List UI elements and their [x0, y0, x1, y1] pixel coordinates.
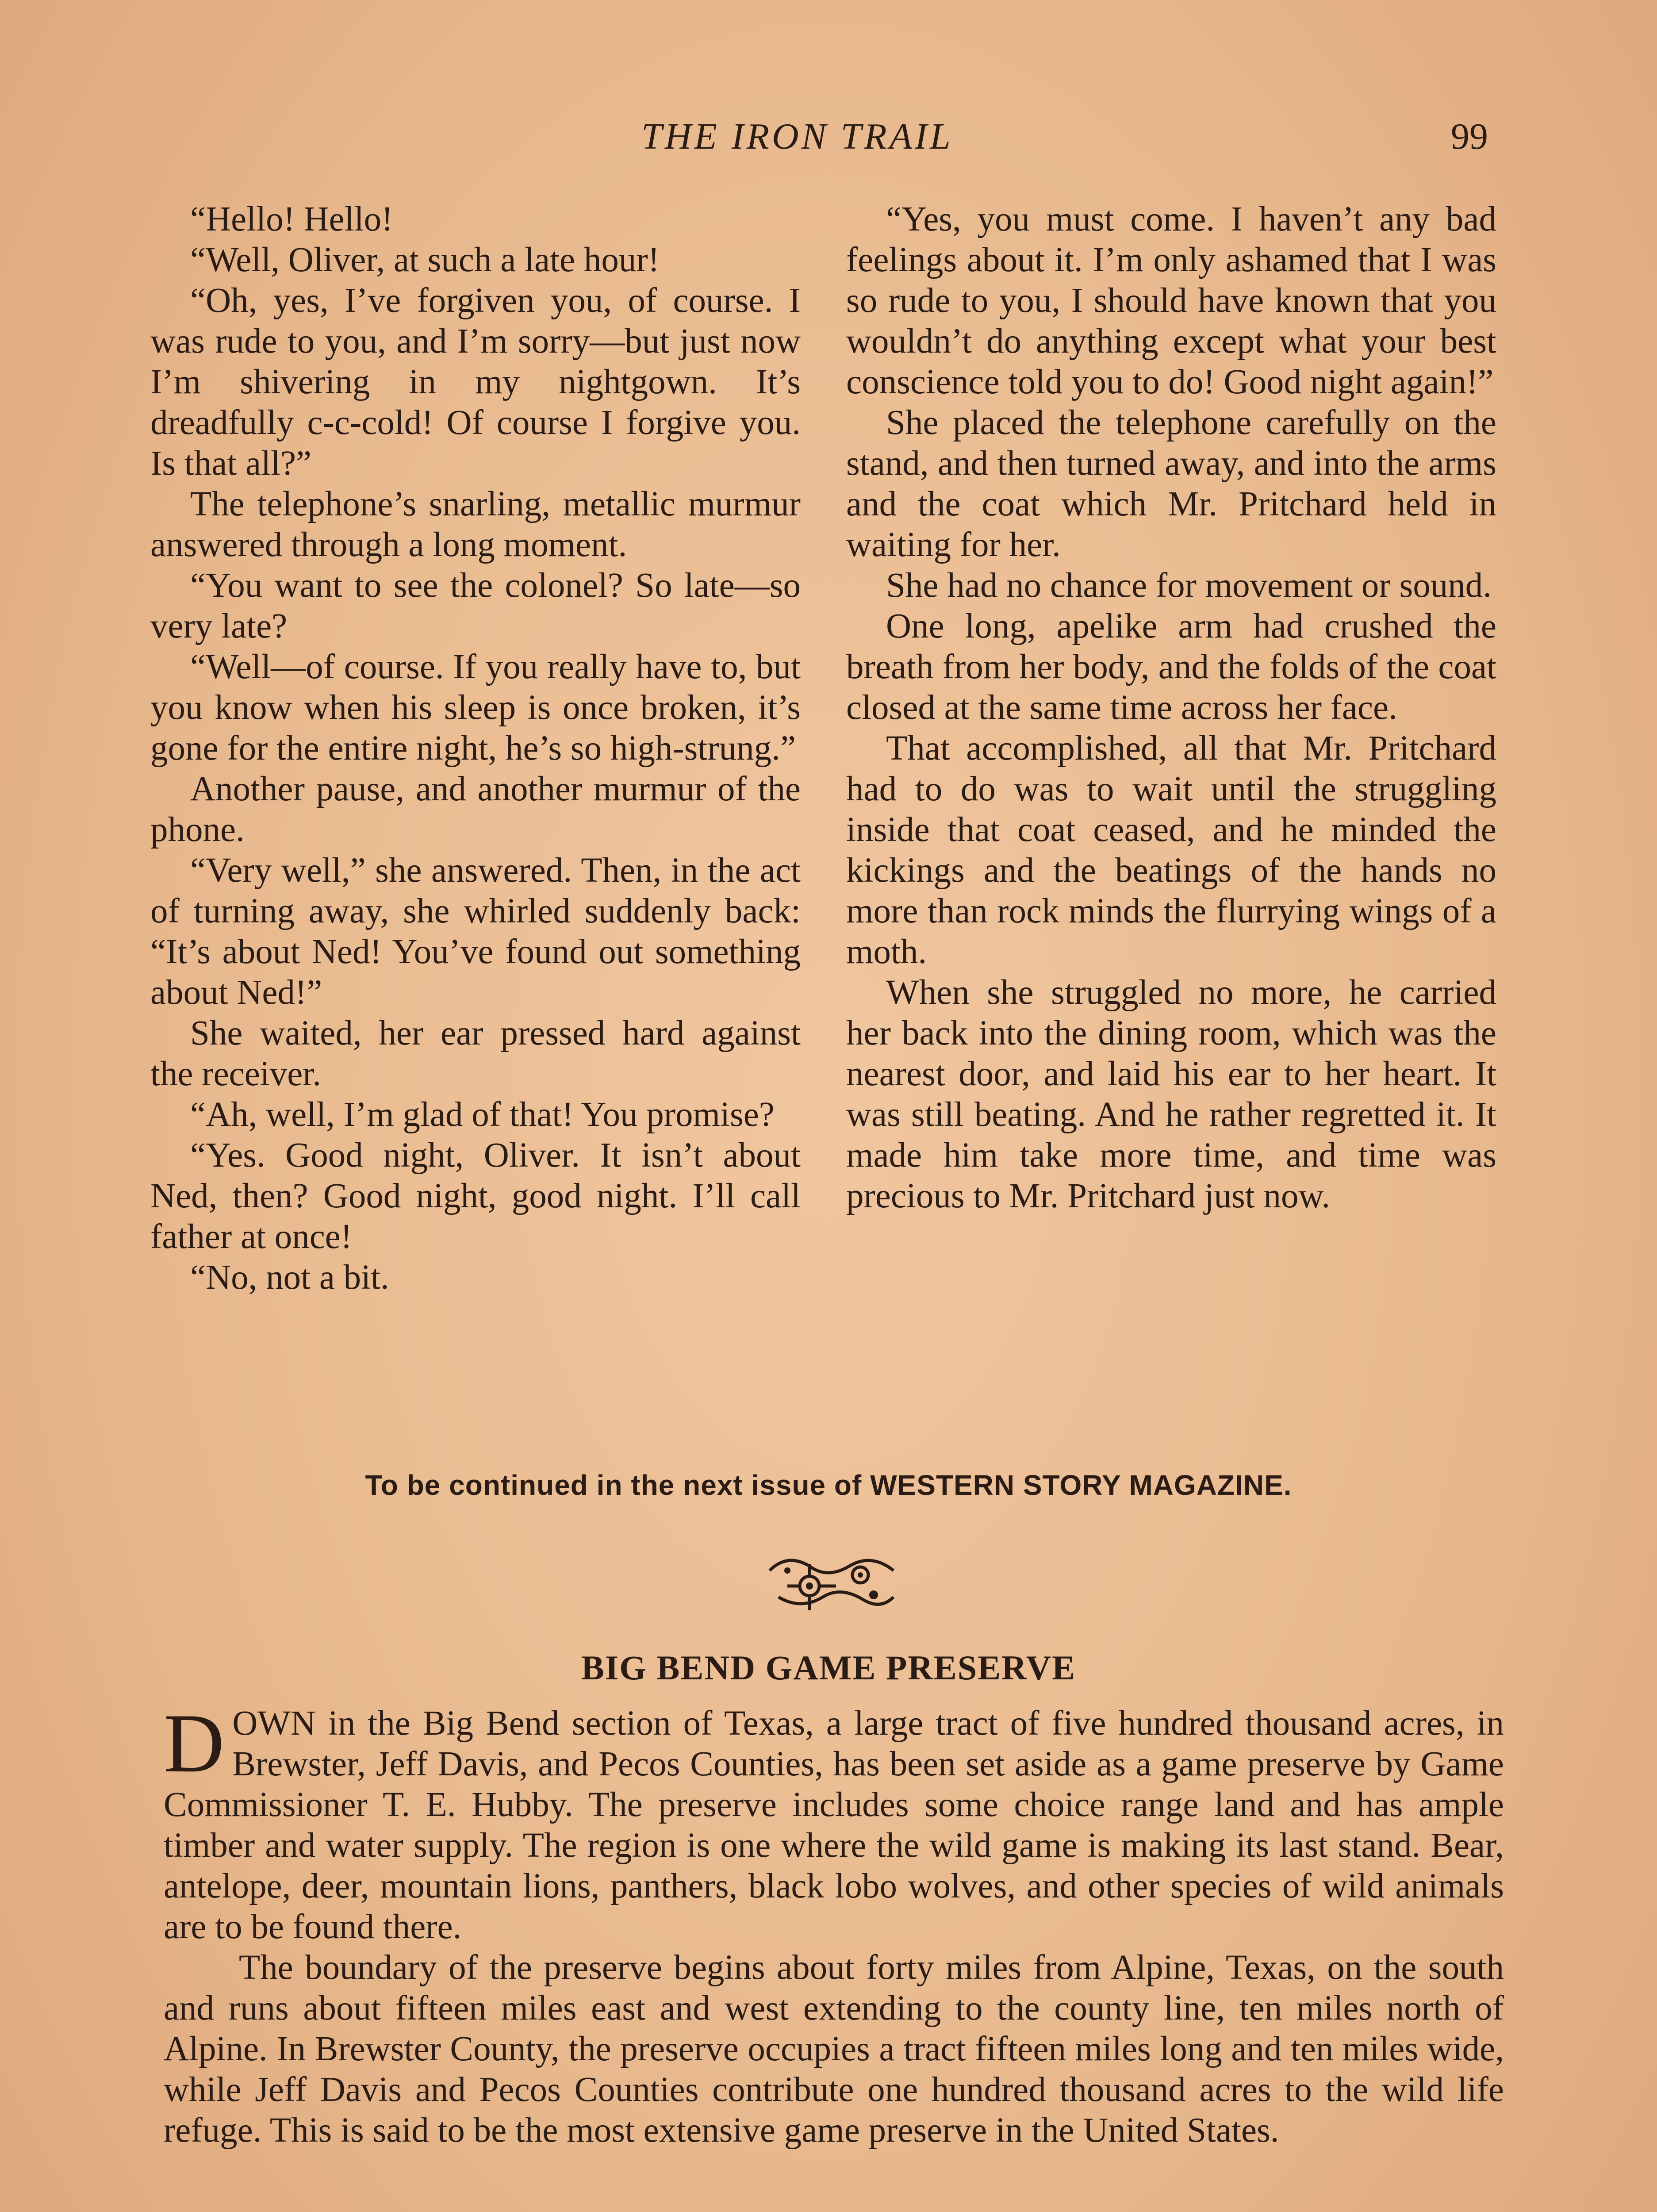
- paragraph: “Well—of course. If you really have to, but you know when his sleep is once broken, it’s gone for the entire night, he’s so high-strung.”: [150, 648, 801, 768]
- article-title: BIG BEND GAME PRESERVE: [581, 1648, 1076, 1687]
- paragraph: That accomplished, all that Mr. Pritchard had to do was to wait until the struggling inside that coat ceased, and he minded the kickings and the beatings of the hands no more than rock minds the flurrying wings of a moth.: [846, 729, 1496, 971]
- paragraph: “No, not a bit.: [190, 1258, 389, 1297]
- paragraph: “Very well,” she answered. Then, in the act of turning away, she whirled suddenly back: “It’s about Ned! You’ve found out something about Ned!”: [150, 851, 801, 1012]
- paragraph: The telephone’s snarling, metallic murmur answered through a long moment.: [150, 485, 801, 564]
- floral-ornament-icon: [761, 1544, 902, 1624]
- left-column: [150, 199, 801, 1298]
- paragraph: “Yes, you must come. I haven’t any bad feelings about it. I’m only ashamed that I was so rude to you, I should have known that you wouldn’t do anything except what your best conscience told you to do! Good night again!”: [846, 200, 1496, 401]
- drop-cap: D: [164, 1697, 225, 1790]
- article-paragraph: The boundary of the preserve begins about forty miles from Alpine, Texas, on the south and runs about fifteen miles east and west extending to the county line, ten miles north of Alpine. In Brewster County, the preserve occupies a tract fifteen miles long and ten miles wide, while Jeff Davis and Pecos Counties contribute one hundred thousand acres to the wild life refuge. This is said to be the most extensive game preserve in the United States.: [164, 1948, 1504, 2150]
- running-title: THE IRON TRAIL: [641, 116, 953, 157]
- paragraph: “Well, Oliver, at such a late hour!: [190, 241, 660, 279]
- paragraph: She waited, her ear pressed hard against the receiver.: [150, 1014, 801, 1093]
- article-paragraph: [164, 1697, 1504, 1947]
- paragraph: “Yes. Good night, Oliver. It isn’t about Ned, then? Good night, good night. I’ll call father at once!: [150, 1136, 801, 1256]
- continued-notice: To be continued in the next issue of WESTERN STORY MAGAZINE.: [365, 1469, 1292, 1501]
- paragraph: “Oh, yes, I’ve forgiven you, of course. I was rude to you, and I’m sorry—but just now I’m shivering in my nightgown. It’s dreadfully c-c-cold! Of course I forgive you. Is that all?”: [150, 281, 801, 483]
- paragraph: “You want to see the colonel? So late—so very late?: [150, 566, 801, 645]
- paragraph: Another pause, and another murmur of the phone.: [150, 770, 801, 849]
- paragraph: “Hello! Hello!: [190, 200, 393, 238]
- article-body: [164, 1697, 1504, 2151]
- paragraph: When she struggled no more, he carried her back into the dining room, which was the nearest door, and laid his ear to her heart. It was still beating. And he rather regretted it. It made him take more time, and time was precious to Mr. Pritchard just now.: [846, 973, 1496, 1215]
- right-column: [846, 199, 1496, 1217]
- paragraph: “Ah, well, I’m glad of that! You promise?: [190, 1095, 775, 1134]
- paragraph: One long, apelike arm had crushed the breath from her body, and the folds of the coat closed at the same time across her face.: [846, 607, 1496, 727]
- page-number: 99: [1451, 116, 1488, 157]
- paragraph: She had no chance for movement or sound.: [886, 566, 1492, 605]
- article-paragraph-text: OWN in the Big Bend section of Texas, a large tract of five hundred thousand acres, in Brewster, Jeff Davis, and Pecos Counties, has been set aside as a game preserve by Game Commissioner T. E. Hubby. The preserve includes some choice range land and has ample timber and water supply. The region is one where the wild game is making its last stand. Bear, antelope, deer, mountain lions, panthers, black lobo wolves, and other species of wild animals are to be found there.: [164, 1704, 1504, 1946]
- paragraph: She placed the telephone carefully on the stand, and then turned away, and into the arms and the coat which Mr. Pritchard held in waiting for her.: [846, 403, 1496, 564]
